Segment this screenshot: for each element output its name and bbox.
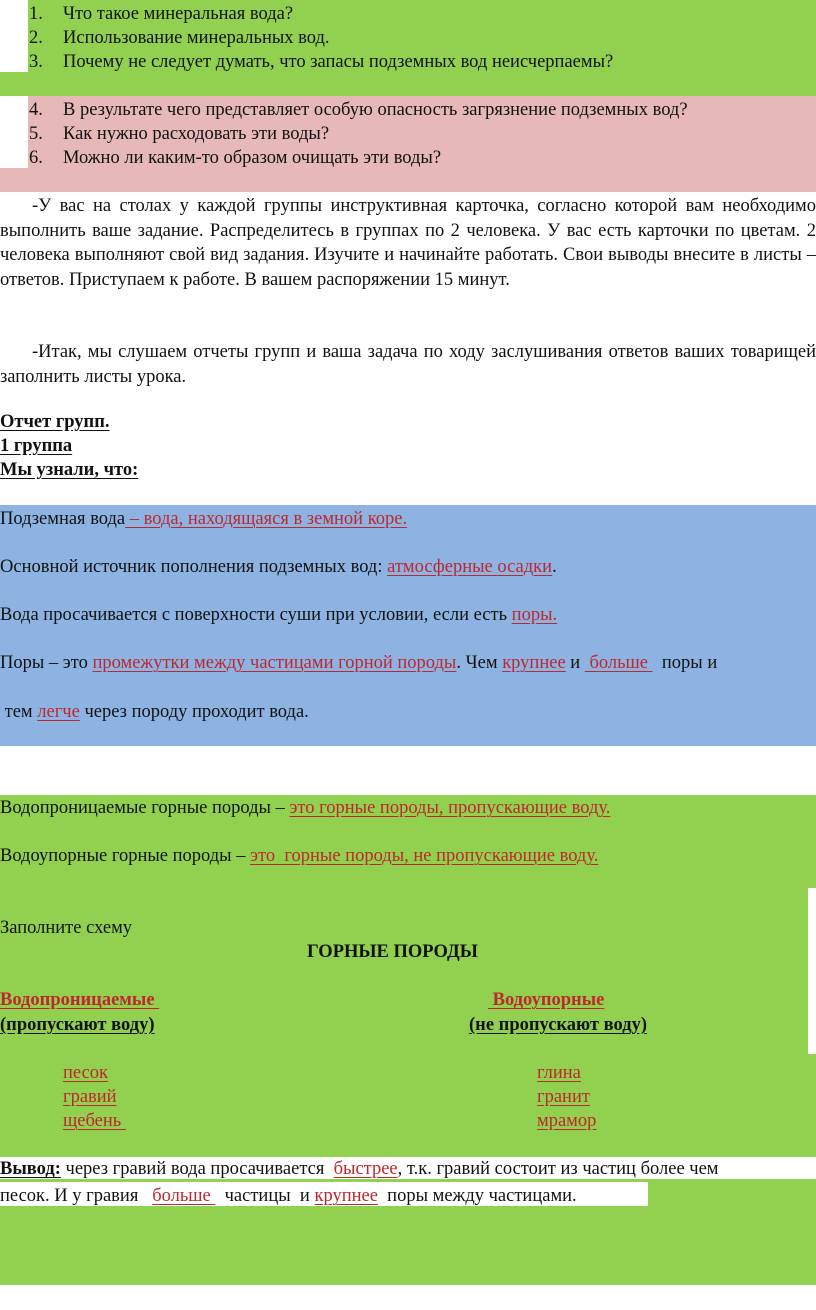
report-group: 1 группа xyxy=(0,436,73,456)
question-2: 2. Использование минеральных вод. xyxy=(29,28,330,48)
permeable-rocks-definition: Водопроницаемые горные породы – это горные породы, пропускающие воду. xyxy=(0,798,611,818)
question-4: 4. В результате чего представляет особую опасность загрязнение подземных вод? xyxy=(29,100,688,120)
white-sliver-right xyxy=(808,888,816,1054)
pores-definition: Поры – это промежутки между частицами горной породы. Чем крупнее и больше поры и xyxy=(0,653,718,673)
conclusion-line-2: песок. И у гравия больше частицы и крупнее поры между частицами. xyxy=(0,1186,577,1206)
question-3: 3. Почему не следует думать, что запасы подземных вод неисчерпаемы? xyxy=(29,52,614,72)
scheme-right-subheading: (не пропускают воду) xyxy=(469,1015,647,1035)
fill-scheme-label: Заполните схему xyxy=(0,918,133,938)
white-notch-pink xyxy=(0,96,28,168)
groundwater-definition: Подземная вода – вода, находящаяся в земной коре. xyxy=(0,509,408,529)
instructions-paragraph-2: -Итак, мы слушаем отчеты групп и ваша задача по ходу заслушивания ответов ваших товарищей заполнить листы урока. xyxy=(0,342,816,387)
impermeable-example-3: мрамор xyxy=(537,1111,597,1131)
report-learned: Мы узнали, что: xyxy=(0,460,139,480)
recharge-source: Основной источник пополнения подземных вод: атмосферные осадки. xyxy=(0,557,557,577)
green-band-bottom xyxy=(0,795,816,1285)
question-1: 1. Что такое минеральная вода? xyxy=(29,4,294,24)
permeable-example-3: щебень xyxy=(63,1111,126,1131)
conclusion-line-1: Вывод: через гравий вода просачивается быстрее, т.к. гравий состоит из частиц более чем xyxy=(0,1159,719,1179)
scheme-left-heading: Водопроницаемые xyxy=(0,990,160,1010)
report-title: Отчет групп. xyxy=(0,412,110,432)
question-6: 6. Можно ли каким-то образом очищать эти воды? xyxy=(29,148,442,168)
scheme-right-heading: Водоупорные xyxy=(488,990,605,1010)
scheme-left-subheading: (пропускают воду) xyxy=(0,1015,155,1035)
permeable-example-2: гравий xyxy=(63,1087,117,1107)
seepage-condition: Вода просачивается с поверхности суши при условии, если есть поры. xyxy=(0,605,558,625)
question-5: 5. Как нужно расходовать эти воды? xyxy=(29,124,330,144)
scheme-title: ГОРНЫЕ ПОРОДЫ xyxy=(307,942,478,962)
impermeable-example-1: глина xyxy=(537,1063,581,1083)
white-notch-top xyxy=(0,0,28,72)
impermeable-rocks-definition: Водоупорные горные породы – это горные породы, не пропускающие воду. xyxy=(0,846,599,866)
permeable-example-1: песок xyxy=(63,1063,109,1083)
pores-conclusion: тем легче через породу проходит вода. xyxy=(0,702,309,722)
instructions-paragraph-1: -У вас на столах у каждой группы инструктивная карточка, согласно которой вам необходимо выполнить ваше задание. Распределитесь в группах по 2 человека. У вас есть карточки по цветам. 2 человека выполняют свой вид задания. Изучите и начинайте работать. Свои выводы внесите в листы – ответов. Приступаем к работе. В вашем распоряжении 15 минут. xyxy=(0,196,816,290)
impermeable-example-2: гранит xyxy=(537,1087,590,1107)
